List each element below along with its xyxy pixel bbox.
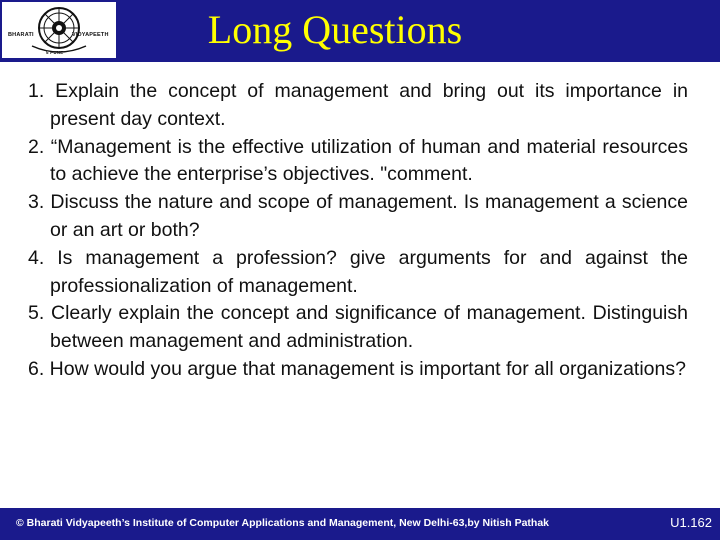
question-list	[28, 78, 688, 384]
institute-logo	[2, 2, 116, 58]
footer-bar	[0, 508, 720, 540]
question-item: 3. Discuss the nature and scope of management. Is management a science or an art or both?	[28, 191, 688, 241]
slide-number: U1.162	[670, 515, 712, 530]
question-item: 2. “Management is the effective utilization of human and material resources to achieve the enterprise’s objectives. "comment.	[28, 135, 688, 186]
slide-title: Long Questions	[207, 7, 463, 52]
footer-credit: © Bharati Vidyapeeth’s Institute of Computer Applications and Management, New Delhi-63,by Nitish Pathak	[16, 517, 550, 529]
header-bar	[0, 0, 720, 62]
logo-right-text: VIDYAPEETH	[72, 32, 109, 38]
question-item: 6. How would you argue that management is important for all organizations?	[28, 357, 686, 380]
question-item: 4. Is management a profession? give arguments for and against the professionalization of management.	[28, 246, 688, 297]
question-item: 5. Clearly explain the concept and significance of management. Distinguish between management and administration.	[28, 302, 688, 353]
logo-bottom-text: 5 PUNE	[46, 50, 64, 55]
question-item: 1. Explain the concept of management and bring out its importance in present day context.	[28, 80, 688, 130]
logo-left-text: BHARATI	[8, 32, 34, 38]
